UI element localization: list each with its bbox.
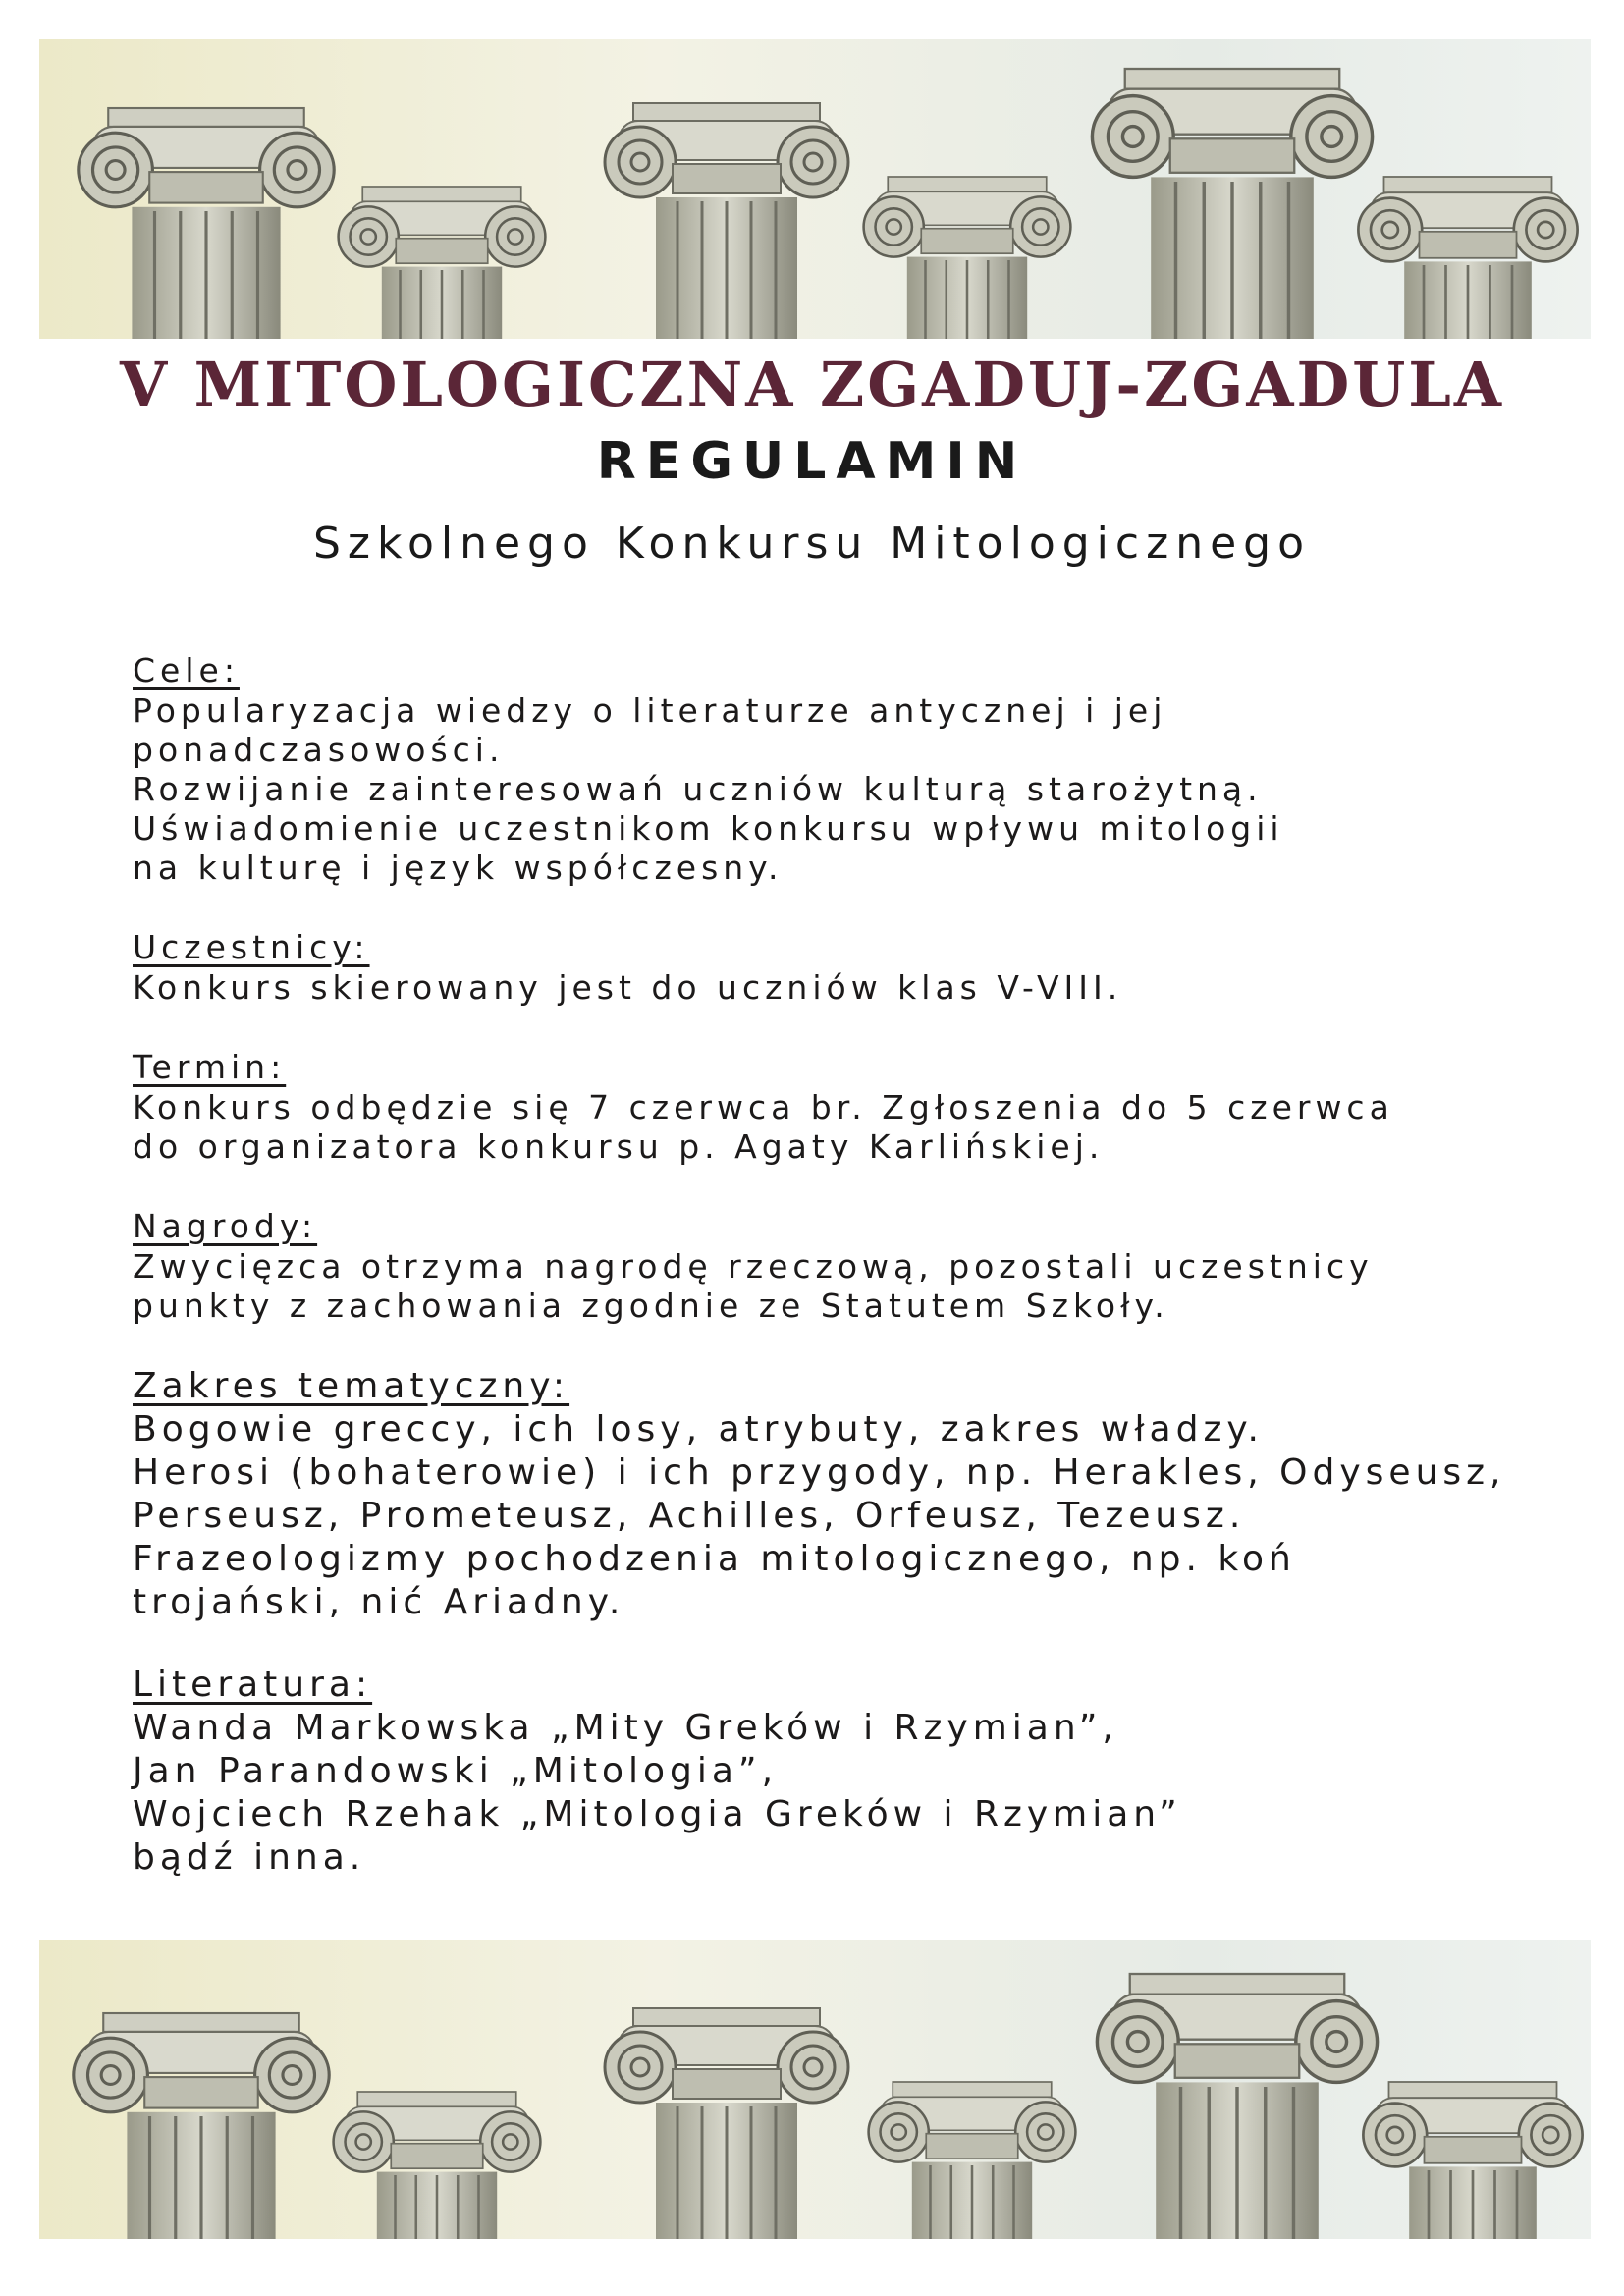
section-participants bbox=[133, 927, 1566, 1008]
section-line: Konkurs odbędzie się 7 czerwca br. Zgłoszenia do 5 czerwca bbox=[133, 1088, 1394, 1126]
section-line: ponadczasowości. bbox=[133, 731, 505, 769]
section-line: Uświadomienie uczestnikom konkursu wpływu mitologii bbox=[133, 809, 1284, 847]
section-line: na kulturę i język współczesny. bbox=[133, 848, 784, 887]
section-line: Perseusz, Prometeusz, Achilles, Orfeusz, Tezeusz. bbox=[133, 1496, 1246, 1536]
section-line: bądź inna. bbox=[133, 1837, 366, 1878]
section-line: Wojciech Rzehak „Mitologia Greków i Rzymian” bbox=[133, 1794, 1182, 1834]
section-heading: Termin: bbox=[133, 1048, 287, 1086]
section-line: Bogowie greccy, ich losy, atrybuty, zakres władzy. bbox=[133, 1409, 1264, 1449]
section-line: punkty z zachowania zgodnie ze Statutem Szkoły. bbox=[133, 1286, 1169, 1325]
section-line: do organizatora konkursu p. Agaty Karlińskiej. bbox=[133, 1127, 1105, 1166]
rules-content bbox=[133, 650, 1566, 1919]
section-line: Rozwijanie zainteresowań uczniów kulturą starożytną. bbox=[133, 770, 1263, 808]
ionic-columns-image bbox=[39, 39, 1591, 339]
section-line: Konkurs skierowany jest do uczniów klas V-VIII. bbox=[133, 968, 1123, 1007]
section-line: Herosi (bohaterowie) i ich przygody, np. Herakles, Odyseusz, bbox=[133, 1452, 1506, 1493]
ionic-columns-banner-top bbox=[39, 39, 1591, 339]
section-line: Zwycięzca otrzyma nagrodę rzeczową, pozostali uczestnicy bbox=[133, 1247, 1374, 1285]
document-tagline: Szkolnego Konkursu Mitologicznego bbox=[313, 519, 1311, 569]
section-date bbox=[133, 1047, 1566, 1167]
section-line: Popularyzacja wiedzy o literaturze antycznej i jej bbox=[133, 691, 1167, 730]
section-heading: Nagrody: bbox=[133, 1207, 318, 1245]
section-goals bbox=[133, 650, 1566, 888]
section-literature bbox=[133, 1664, 1566, 1880]
ionic-columns-image bbox=[39, 1940, 1591, 2239]
section-heading: Literatura: bbox=[133, 1665, 373, 1705]
page-title: V MITOLOGICZNA ZGADUJ-ZGADULA bbox=[119, 349, 1505, 420]
section-topics bbox=[133, 1365, 1566, 1624]
document-subtitle: REGULAMIN bbox=[596, 432, 1028, 491]
ionic-columns-banner-bottom bbox=[39, 1940, 1591, 2239]
section-heading: Uczestnicy: bbox=[133, 928, 370, 966]
section-prizes bbox=[133, 1206, 1566, 1326]
section-line: trojański, nić Ariadny. bbox=[133, 1582, 625, 1622]
section-line: Wanda Markowska „Mity Greków i Rzymian”, bbox=[133, 1708, 1118, 1748]
section-heading: Zakres tematyczny: bbox=[133, 1366, 570, 1406]
section-heading: Cele: bbox=[133, 651, 240, 689]
section-line: Jan Parandowski „Mitologia”, bbox=[133, 1751, 779, 1791]
section-line: Frazeologizmy pochodzenia mitologicznego, np. koń bbox=[133, 1539, 1296, 1579]
